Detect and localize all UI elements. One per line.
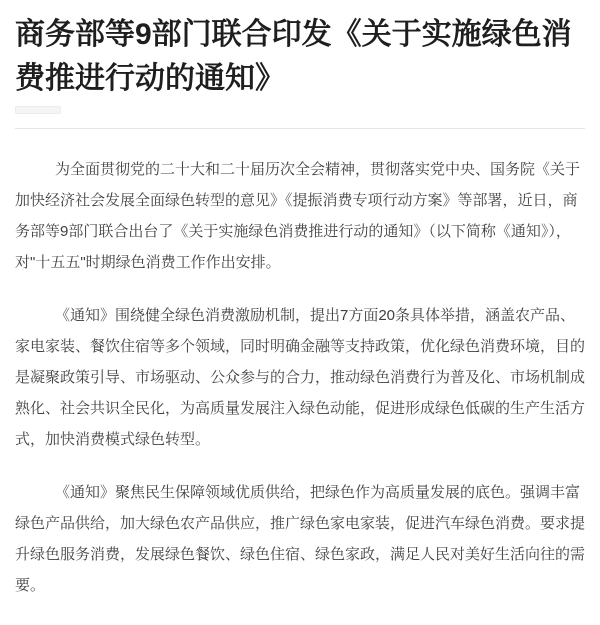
article-paragraph-2: 《通知》围绕健全绿色消费激励机制，提出7方面20条具体举措，涵盖农产品、家电家装、餐饮住宿等多个领域，同时明确金融等支持政策，优化绿色消费环境，目的是凝聚政策引导、市场驱动、公众参与的合力，推动绿色消费行为普及化、市场机制成熟化、社会共识全民化，为高质量发展注入绿色动能，促进形成绿色低碳的生产生活方式，加快消费模式绿色转型。 [15,307,586,448]
article-paragraph-3: 《通知》聚焦民生保障领域优质供给，把绿色作为高质量发展的底色。强调丰富绿色产品供给，加大绿色农产品供应，推广绿色家电家装，促进汽车绿色消费。要求提升绿色服务消费，发展绿色餐饮、绿色住宿、绿色家政，满足人民对美好生活向往的需要。 [15,484,586,594]
meta-placeholder [15,106,61,114]
article-page [0,13,600,625]
article-paragraph-1: 为全面贯彻党的二十大和二十届历次全会精神，贯彻落实党中央、国务院《关于加快经济社会发展全面绿色转型的意见》《提振消费专项行动方案》等部署，近日，商务部等9部门联合出台了《关于实施绿色消费推进行动的通知》（以下简称《通知》），对"十五五"时期绿色消费工作作出安排。 [15,161,581,271]
article-title: 商务部等9部门联合印发《关于实施绿色消费推进行动的通知》 [15,18,572,95]
title-divider [15,128,585,129]
